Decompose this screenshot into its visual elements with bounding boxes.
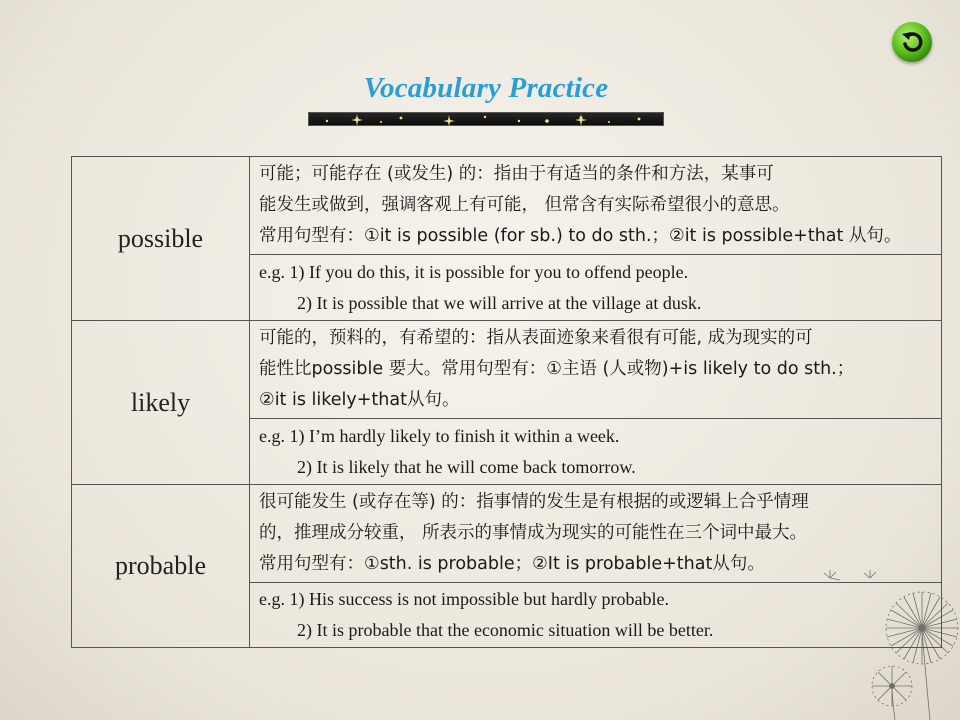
definition-cell [250, 321, 942, 419]
example-line: e.g. 1) I’m hardly likely to finish it within a week. [259, 425, 620, 446]
back-button[interactable] [892, 22, 932, 62]
table-row [72, 485, 942, 583]
vocabulary-table [71, 156, 942, 648]
definition-cell [250, 485, 942, 583]
title-underline-bar [308, 112, 664, 126]
word-cell: likely [72, 321, 250, 485]
example-line: e.g. 1) If you do this, it is possible for you to offend people. [259, 261, 689, 282]
example-line: 2) It is possible that we will arrive at the village at dusk. [297, 292, 702, 313]
definition-line: 可能的，预料的，有希望的：指从表面迹象来看很有可能, 成为现实的可 [259, 328, 813, 348]
table-row [72, 321, 942, 419]
example-cell [250, 419, 942, 485]
definition-cell [250, 157, 942, 255]
table-row [72, 157, 942, 255]
sparkle-decoration-icon [309, 113, 665, 127]
word-cell: possible [72, 157, 250, 321]
example-cell [250, 255, 942, 321]
return-arrow-icon [892, 22, 932, 62]
definition-line: 可能；可能存在 (或发生) 的：指由于有适当的条件和方法，某事可 [259, 164, 774, 184]
example-line: 2) It is likely that he will come back tomorrow. [297, 456, 636, 477]
definition-line: 的，推理成分较重， 所表示的事情成为现实的可能性在三个词中最大。 [259, 523, 808, 543]
example-line: 2) It is probable that the economic situation will be better. [297, 620, 714, 640]
definition-line: 能性比possible 要大。常用句型有：①主语 (人或物)+is likely to do sth.； [259, 359, 855, 379]
example-line: e.g. 1) His success is not impossible but hardly probable. [259, 589, 669, 609]
definition-line: 常用句型有：①it is possible (for sb.) to do sth.；②it is possible+that 从句。 [259, 226, 902, 246]
definition-line: 常用句型有：①sth. is probable；②It is probable+that从句。 [259, 554, 765, 574]
definition-line: 很可能发生 (或存在等) 的：指事情的发生是有根据的或逻辑上合乎情理 [259, 492, 809, 512]
definition-line: 能发生或做到，强调客观上有可能， 但常含有实际希望很小的意思。 [259, 195, 790, 215]
definition-line: ②it is likely+that从句。 [259, 390, 460, 410]
word-cell: probable [72, 485, 250, 648]
slide-title: Vocabulary Practice [363, 72, 609, 104]
example-cell [250, 583, 942, 648]
